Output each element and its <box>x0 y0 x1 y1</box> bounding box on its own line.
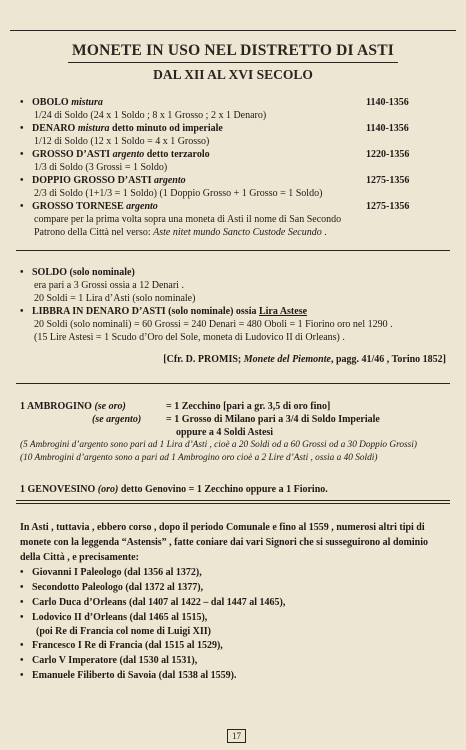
coin-item <box>20 96 446 109</box>
ambrogino-oro-value: = 1 Zecchino [pari a gr. 3,5 di oro fino] <box>166 401 331 412</box>
ambrogino-argento-value: = 1 Grosso di Milano pari a 3/4 di Soldo Imperiale <box>166 414 380 425</box>
page-number: 17 <box>227 729 246 743</box>
coin-material: mistura <box>71 97 103 108</box>
citation: [Cfr. D. PROMIS; Monete del Piemonte, pagg. 41/46 , Torino 1852] <box>163 354 446 365</box>
libbra-title: • LIBBRA IN DENARO D’ASTI (solo nominale) ossia Lira Astese <box>20 305 446 318</box>
coin-name-tail: detto minuto od imperiale <box>112 123 223 134</box>
coin-material: argento <box>112 149 145 160</box>
ambrogino-section <box>20 400 446 496</box>
section-divider <box>16 500 450 501</box>
coin-years: 1220-1356 <box>366 149 410 160</box>
coin-note-extra: Patrono della Città nel verso: Aste nitet mundo Sancto Custode Secundo . <box>34 227 327 238</box>
section-divider-double <box>16 503 450 504</box>
ambrogino-argento-value2: oppure a 4 Soldi Astesi <box>176 427 274 438</box>
coin-years: 1140-1356 <box>366 123 409 134</box>
coin-note: 1/24 di Soldo (24 x 1 Soldo ; 8 x 1 Grosso ; 2 x 1 Denaro) <box>34 110 267 121</box>
lord-item: • Emanuele Filiberto di Savoia (dal 1538 al 1559). <box>20 668 446 683</box>
ambrogino-note: (10 Ambrogini d’argento sono a pari ad 1 Ambrogino oro cioè a 2 Lire d’Asti , ossia a 40 Soldi) <box>20 453 378 463</box>
ambrogino-label: 1 AMBROGINO <box>20 401 92 412</box>
lord-item: • Giovanni I Paleologo (dal 1356 al 1372), <box>20 565 446 580</box>
coin-item <box>20 200 446 213</box>
lord-item: • Secondotto Paleologo (dal 1372 al 1377), <box>20 580 446 595</box>
page-subtitle: DAL XII AL XVI SECOLO <box>153 67 313 82</box>
coin-item <box>20 174 446 187</box>
libbra-line: 20 Soldi (solo nominali) = 60 Grossi = 240 Denari = 480 Oboli = 1 Fiorino oro nel 1290 . <box>34 319 393 330</box>
coin-material: argento <box>153 175 186 186</box>
coin-years: 1140-1356 <box>366 97 409 108</box>
coin-list <box>20 96 446 239</box>
citation-work: Monete del Piemonte <box>243 354 331 365</box>
genovesino-line: 1 GENOVESINO (oro) detto Genovino = 1 Zecchino oppure a 1 Fiorino. <box>20 484 328 495</box>
ambrogino-note: (5 Ambrogini d’argento sono pari ad 1 Lira d’Asti , cioè a 20 Soldi od a 60 Grossi od a 30 Doppio Grossi) <box>20 440 417 450</box>
coin-note: 1/12 di Soldo (12 x 1 Soldo = 4 x 1 Grosso) <box>34 136 210 147</box>
coin-name: OBOLO <box>32 97 69 108</box>
coin-name-tail: detto terzarolo <box>146 149 210 160</box>
coin-material: mistura <box>77 123 110 134</box>
asti-intro: In Asti , tuttavia , ebbero corso , dopo il periodo Comunale e fino al 1559 , numerosi altri tipi di monete con la leggenda “Astensis” , fatte coniare dai vari Signori che si susseguirono al dominio della Città , e precisamente: <box>20 522 428 563</box>
title-underline <box>68 62 398 63</box>
page-title: MONETE IN USO NEL DISTRETTO DI ASTI <box>72 42 394 59</box>
coin-note: 1/3 di Soldo (3 Grossi = 1 Soldo) <box>34 162 168 173</box>
latin-motto: Aste nitet mundo Sancto Custode Secundo <box>153 227 322 238</box>
ambrogino-oro: (se oro) <box>94 401 126 412</box>
top-border <box>10 30 456 31</box>
coin-note: compare per la prima volta sopra una moneta di Asti il nome di San Secondo <box>34 214 342 225</box>
coin-note: 2/3 di Soldo (1+1/3 = 1 Soldo) (1 Doppio Grosso + 1 Grosso = 1 Soldo) <box>34 188 323 199</box>
coin-name: GROSSO TORNESE <box>32 201 124 212</box>
lord-item: • Lodovico II d’Orleans (dal 1465 al 1515), <box>20 610 446 625</box>
coin-name: GROSSO D’ASTI <box>32 149 111 160</box>
section-divider <box>16 250 450 251</box>
libbra-line: (15 Lire Astesi = 1 Scudo d’Oro del Sole, moneta di Ludovico II di Orleans) . <box>34 332 345 343</box>
lord-item: • Francesco I Re di Francia (dal 1515 al 1529), <box>20 638 446 653</box>
lord-item: • Carlo Duca d’Orleans (dal 1407 al 1422 – dal 1447 al 1465), <box>20 595 446 610</box>
coin-item <box>20 148 446 161</box>
lira-astese-link: Lira Astese <box>258 306 308 317</box>
asti-lords-section <box>20 520 446 683</box>
soldo-line: 20 Soldi = 1 Lira d’Asti (solo nominale) <box>34 293 196 304</box>
soldo-title: • SOLDO (solo nominale) <box>20 266 446 279</box>
soldo-line: era pari a 3 Grossi ossia a 12 Denari . <box>34 280 184 291</box>
genovesino-label: 1 GENOVESINO <box>20 484 96 495</box>
coin-name: DOPPIO GROSSO D’ASTI <box>32 175 152 186</box>
coin-name: DENARO <box>32 123 76 134</box>
section-divider <box>16 383 450 384</box>
units-section <box>20 266 446 366</box>
coin-years: 1275-1356 <box>366 175 410 186</box>
coin-item <box>20 122 446 135</box>
coin-material: argento <box>126 201 158 212</box>
ambrogino-argento: (se argento) <box>92 414 142 425</box>
lord-item: • Carlo V Imperatore (dal 1530 al 1531), <box>20 653 446 668</box>
lord-item-sub: (poi Re di Francia col nome di Luigi XII) <box>36 626 212 637</box>
coin-years: 1275-1356 <box>366 201 410 212</box>
